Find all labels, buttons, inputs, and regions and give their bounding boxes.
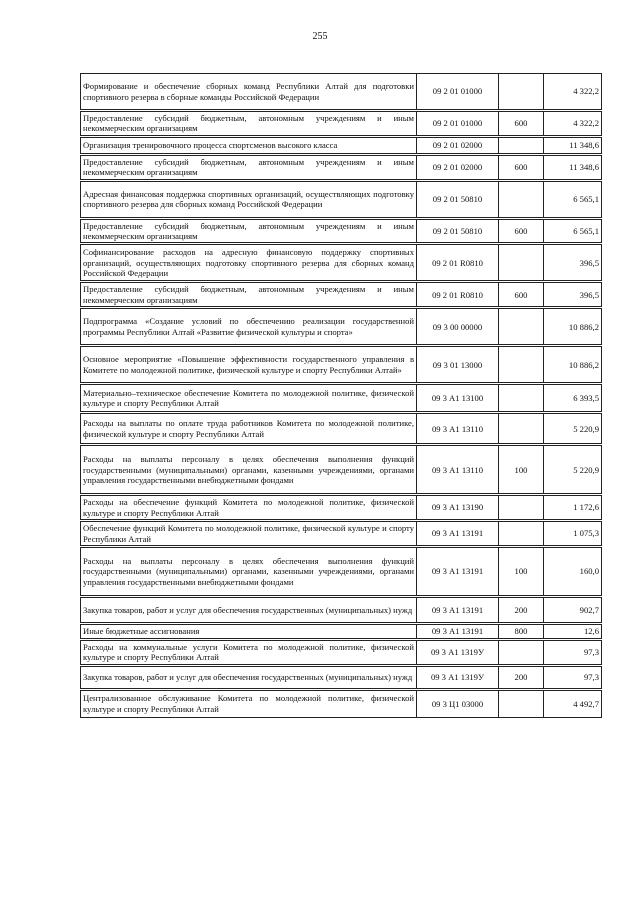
table-row [81, 625, 602, 639]
table-row [81, 309, 602, 345]
table-row [81, 414, 602, 444]
table-row [81, 155, 602, 179]
expense-type-code: 600 [499, 112, 544, 136]
budget-code: 09 2 01 02000 [417, 155, 499, 179]
table-row [81, 112, 602, 136]
budget-code: 09 3 А1 13191 [417, 598, 499, 623]
budget-table [80, 73, 602, 718]
expense-type-code: 600 [499, 283, 544, 307]
table-row [81, 283, 602, 307]
table-row [81, 385, 602, 412]
amount: 5 220,9 [544, 414, 602, 444]
budget-code: 09 3 А1 1319У [417, 666, 499, 688]
expense-description: Формирование и обеспечение сборных команд Республики Алтай для подготовки спортивного резерва в сборные команды Российской Федерации [81, 74, 417, 110]
expense-type-code [499, 181, 544, 217]
expense-type-code: 600 [499, 155, 544, 179]
table-row [81, 181, 602, 217]
expense-type-code [499, 414, 544, 444]
expense-description: Расходы на выплаты персоналу в целях обеспечения выполнения функций государственными (муниципальными) органами, казенными учреждениями, органами управления государственными внебюджетными фондами [81, 446, 417, 494]
expense-type-code [499, 137, 544, 153]
amount: 160,0 [544, 548, 602, 596]
budget-code: 09 3 А1 13191 [417, 625, 499, 639]
budget-code: 09 2 01 01000 [417, 74, 499, 110]
expense-type-code: 100 [499, 548, 544, 596]
expense-description: Централизованное обслуживание Комитета по молодежной политике, физической культуре и спорту Республики Алтай [81, 690, 417, 717]
amount: 10 886,2 [544, 309, 602, 345]
expense-description: Закупка товаров, работ и услуг для обеспечения государственных (муниципальных) нужд [81, 666, 417, 688]
table-row [81, 666, 602, 688]
expense-type-code [499, 74, 544, 110]
budget-code: 09 3 А1 1319У [417, 641, 499, 665]
amount: 4 492,7 [544, 690, 602, 717]
table-row [81, 446, 602, 494]
expense-description: Материально–техническое обеспечение Комитета по молодежной политике, физической культуре и спорту Республики Алтай [81, 385, 417, 412]
expense-description: Расходы на обеспечение функций Комитета по молодежной политике, физической культуре и спорту Республики Алтай [81, 496, 417, 520]
amount: 4 322,2 [544, 112, 602, 136]
expense-type-code: 800 [499, 625, 544, 639]
budget-code: 09 3 А1 13110 [417, 446, 499, 494]
amount: 1 172,6 [544, 496, 602, 520]
page-number: 255 [312, 31, 328, 42]
amount: 11 348,6 [544, 137, 602, 153]
expense-description: Обеспечение функций Комитета по молодежной политике, физической культуре и спорту Республики Алтай [81, 522, 417, 546]
budget-code: 09 3 Ц1 03000 [417, 690, 499, 717]
amount: 97,3 [544, 666, 602, 688]
amount: 1 075,3 [544, 522, 602, 546]
budget-code: 09 3 01 13000 [417, 347, 499, 383]
table-row [81, 598, 602, 623]
expense-type-code [499, 641, 544, 665]
table-row [81, 690, 602, 717]
amount: 12,6 [544, 625, 602, 639]
table-row [81, 347, 602, 383]
expense-description: Организация тренировочного процесса спортсменов высокого класса [81, 137, 417, 153]
expense-description: Иные бюджетные ассигнования [81, 625, 417, 639]
budget-code: 09 3 А1 13100 [417, 385, 499, 412]
expense-description: Расходы на выплаты по оплате труда работников Комитета по молодежной политике, физической культуре и спорту Республики Алтай [81, 414, 417, 444]
expense-description: Расходы на коммунальные услуги Комитета по молодежной политике, физической культуре и спорту Республики Алтай [81, 641, 417, 665]
expense-description: Расходы на выплаты персоналу в целях обеспечения выполнения функций государственными (муниципальными) органами, казенными учреждениями, органами управления государственными внебюджетными фондами [81, 548, 417, 596]
amount: 11 348,6 [544, 155, 602, 179]
table-row [81, 522, 602, 546]
amount: 6 565,1 [544, 181, 602, 217]
expense-type-code: 200 [499, 666, 544, 688]
budget-code: 09 2 01 50810 [417, 219, 499, 243]
expense-type-code [499, 690, 544, 717]
amount: 10 886,2 [544, 347, 602, 383]
budget-code: 09 2 01 50810 [417, 181, 499, 217]
budget-code: 09 2 01 R0810 [417, 245, 499, 281]
budget-code: 09 3 А1 13190 [417, 496, 499, 520]
amount: 5 220,9 [544, 446, 602, 494]
amount: 4 322,2 [544, 74, 602, 110]
expense-type-code [499, 245, 544, 281]
budget-code: 09 2 01 01000 [417, 112, 499, 136]
amount: 97,3 [544, 641, 602, 665]
expense-type-code [499, 309, 544, 345]
table-row [81, 137, 602, 153]
expense-description: Софинансирование расходов на адресную финансовую поддержку спортивных организаций, осуществляющих подготовку спортивного резерва для сборных команд Российской Федерации [81, 245, 417, 281]
expense-type-code [499, 522, 544, 546]
expense-type-code: 200 [499, 598, 544, 623]
expense-description: Адресная финансовая поддержка спортивных организаций, осуществляющих подготовку спортивного резерва для сборных команд Российской Федерации [81, 181, 417, 217]
amount: 396,5 [544, 245, 602, 281]
expense-description: Подпрограмма «Создание условий по обеспечению реализации государственной программы Республики Алтай «Развитие физической культуры и спорта» [81, 309, 417, 345]
budget-code: 09 3 А1 13110 [417, 414, 499, 444]
budget-code: 09 2 01 R0810 [417, 283, 499, 307]
expense-type-code: 600 [499, 219, 544, 243]
table-row [81, 548, 602, 596]
expense-description: Закупка товаров, работ и услуг для обеспечения государственных (муниципальных) нужд [81, 598, 417, 623]
amount: 396,5 [544, 283, 602, 307]
amount: 6 393,5 [544, 385, 602, 412]
expense-description: Предоставление субсидий бюджетным, автономным учреждениям и иным некоммерческим организациям [81, 283, 417, 307]
expense-description: Основное мероприятие «Повышение эффективности государственного управления в Комитете по молодежной политике, физической культуре и спорту Республики Алтай» [81, 347, 417, 383]
table-row [81, 245, 602, 281]
table-row [81, 641, 602, 665]
budget-code: 09 3 А1 13191 [417, 522, 499, 546]
expense-description: Предоставление субсидий бюджетным, автономным учреждениям и иным некоммерческим организациям [81, 155, 417, 179]
table-row [81, 74, 602, 110]
expense-description: Предоставление субсидий бюджетным, автономным учреждениям и иным некоммерческим организациям [81, 219, 417, 243]
budget-code: 09 3 А1 13191 [417, 548, 499, 596]
amount: 902,7 [544, 598, 602, 623]
expense-type-code [499, 347, 544, 383]
expense-type-code [499, 385, 544, 412]
expense-type-code: 100 [499, 446, 544, 494]
budget-code: 09 2 01 02000 [417, 137, 499, 153]
expense-description: Предоставление субсидий бюджетным, автономным учреждениям и иным некоммерческим организациям [81, 112, 417, 136]
table-row [81, 496, 602, 520]
budget-code: 09 3 00 00000 [417, 309, 499, 345]
expense-type-code [499, 496, 544, 520]
amount: 6 565,1 [544, 219, 602, 243]
table-row [81, 219, 602, 243]
